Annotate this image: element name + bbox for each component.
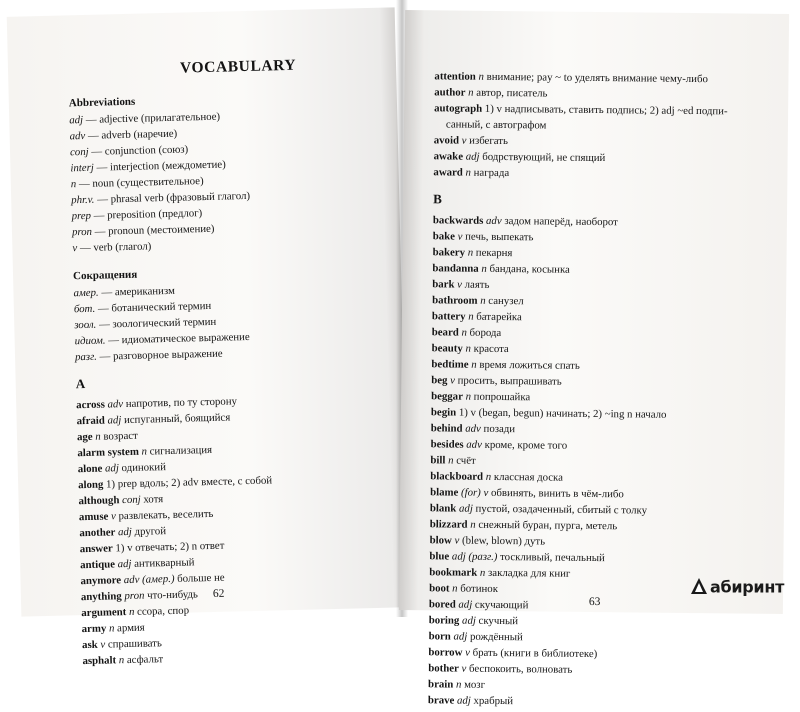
entry-part-of-speech: v xyxy=(457,278,463,291)
entry-definition: асфальт xyxy=(126,653,164,667)
abbreviation-term: adv xyxy=(69,129,86,143)
entry-part-of-speech: adj xyxy=(458,598,473,611)
right-column xyxy=(428,68,728,711)
abbreviation-meaning: — conjunction (союз) xyxy=(88,143,189,158)
entry-headword: bookmark xyxy=(429,566,478,579)
entry-definition: возраст xyxy=(103,429,138,443)
entry-part-of-speech: n xyxy=(481,262,487,275)
abbreviation-meaning: — зоологический термин xyxy=(96,315,217,331)
entry-definition: развлекать, веселить xyxy=(118,507,214,523)
abbreviation-meaning: — preposition (предлог) xyxy=(90,207,203,222)
entry-definition: (blew, blown) дуть xyxy=(461,534,546,548)
entry-headword: attention xyxy=(434,70,476,83)
page-number-left: 62 xyxy=(212,587,225,600)
entry-part-of-speech: adj xyxy=(453,630,468,643)
entry-headword: another xyxy=(79,526,116,540)
entry-definition: тоскливый, печальный xyxy=(500,551,605,565)
entry-part-of-speech: n xyxy=(467,246,474,259)
abbreviation-term: амер. xyxy=(73,286,99,300)
entry-part-of-speech: adj xyxy=(465,150,480,163)
entry-part-of-speech: adv xyxy=(107,398,124,411)
entry-headword: awake xyxy=(433,150,464,163)
abbreviation-meaning: — noun (существительное) xyxy=(76,175,204,191)
entry-definition: бандана, косынка xyxy=(489,262,570,276)
entry-headword: brain xyxy=(428,678,454,691)
dictionary-entry xyxy=(428,692,722,711)
abbreviations-heading: Abbreviations xyxy=(68,95,136,110)
entry-part-of-speech: v xyxy=(465,646,470,659)
entry-part-of-speech: n xyxy=(465,166,472,179)
entry-headword: author xyxy=(434,86,466,99)
entry-headword: antique xyxy=(80,558,116,572)
abbreviation-meaning: — идиоматическое выражение xyxy=(105,330,250,347)
entry-part-of-speech: n xyxy=(478,70,485,83)
entry-headword: asphalt xyxy=(82,654,117,668)
entry-headword: autograph xyxy=(434,102,483,115)
abbreviation-term: идиом. xyxy=(74,334,106,348)
entry-headword: alarm system xyxy=(77,445,140,460)
entry-headword: blow xyxy=(429,534,452,547)
entry-definition: лаять xyxy=(464,278,490,291)
entry-part-of-speech: adv xyxy=(485,214,502,228)
entry-part-of-speech: adj xyxy=(107,414,122,427)
entry-definition: санузел xyxy=(488,294,524,308)
entry-part-of-speech: v xyxy=(461,134,467,147)
entry-part-of-speech: n xyxy=(95,430,101,443)
left-page xyxy=(7,7,410,668)
abbreviation-term: v xyxy=(72,242,78,255)
entry-part-of-speech: adv xyxy=(466,438,482,451)
entry-headword: bill xyxy=(430,454,446,467)
entry-definition: ботинок xyxy=(460,582,499,596)
entry-definition: батарейка xyxy=(476,310,522,324)
entry-part-of-speech: adj xyxy=(104,462,120,475)
entry-part-of-speech: adj xyxy=(117,557,132,571)
abbreviation-meaning: — verb (глагол) xyxy=(77,240,152,255)
entry-part-of-speech: adv xyxy=(465,422,481,435)
entry-definition: автор, писатель xyxy=(476,86,548,100)
entry-headword: brave xyxy=(427,694,455,707)
entry-definition: кроме, кроме того xyxy=(484,438,568,452)
entry-headword: bother xyxy=(428,662,459,675)
entry-part-of-speech: n xyxy=(448,454,454,467)
entry-headword: blank xyxy=(429,502,457,515)
entry-part-of-speech: n xyxy=(468,86,474,99)
entry-part-of-speech: n xyxy=(455,678,462,691)
entry-headword: blackboard xyxy=(430,470,484,483)
entry-headword: boot xyxy=(429,582,450,595)
labirint-logo-icon xyxy=(690,577,708,599)
entry-headword: along xyxy=(78,478,104,492)
entry-definition: счёт xyxy=(456,454,476,467)
abbreviation-meaning: — adjective (прилагательное) xyxy=(82,110,221,126)
entry-headword: award xyxy=(433,166,463,179)
abbreviation-meaning: — interjection (междометие) xyxy=(93,158,226,174)
entry-definition: награда xyxy=(473,166,510,180)
entry-headword: amuse xyxy=(78,510,109,524)
page-title: VOCABULARY xyxy=(179,56,297,77)
dictionary-entry xyxy=(433,164,727,183)
entry-definition: храбрый xyxy=(473,694,514,708)
entry-definition: одинокий xyxy=(121,461,167,475)
entry-definition: спрашивать xyxy=(107,637,163,651)
entry-headword: answer xyxy=(79,542,113,556)
abbreviation-term: pron xyxy=(71,225,93,239)
labirint-text: абиринт xyxy=(710,577,785,597)
entry-definition: время ложиться спать xyxy=(479,358,580,372)
entry-definition: что-нибудь xyxy=(146,588,199,602)
entry-definition: антикварный xyxy=(134,556,195,570)
entry-part-of-speech: n xyxy=(480,294,486,307)
entry-part-of-speech: v xyxy=(454,534,460,547)
entry-headword: alone xyxy=(77,462,103,476)
entry-definition: задом наперёд, наоборот xyxy=(504,215,619,229)
entry-definition: пустой, озадаченный, сбитый с толку xyxy=(475,502,648,517)
entry-headword: across xyxy=(76,398,105,412)
entries-a-right xyxy=(433,68,728,183)
entry-definition: пекарня xyxy=(475,246,513,260)
entry-headword: beg xyxy=(431,374,448,387)
abbreviation-meaning: — adverb (наречие) xyxy=(85,127,178,142)
entry-definition: напротив, по ту сторону xyxy=(125,395,238,411)
entry-part-of-speech: adv (амер.) xyxy=(123,572,175,587)
entry-definition: позади xyxy=(483,422,516,436)
right-page xyxy=(399,10,789,708)
abbreviation-meaning: — phrasal verb (фразовый глагол) xyxy=(94,189,251,206)
entry-headword: bedtime xyxy=(431,358,469,371)
entry-headword: beggar xyxy=(431,390,463,403)
entry-definition: попрошайка xyxy=(473,390,531,404)
entry-headword: battery xyxy=(431,310,466,323)
entry-headword: blizzard xyxy=(429,518,468,531)
abbreviation-term: adj xyxy=(69,113,84,127)
entry-definition: больше не xyxy=(177,571,225,585)
abbreviation-term: phr.v. xyxy=(71,193,95,207)
left-column xyxy=(68,52,311,669)
entry-part-of-speech: conj xyxy=(121,493,141,507)
abbreviations-list xyxy=(69,107,301,257)
entry-definition: испуганный, боящийся xyxy=(123,411,231,427)
abbreviation-meaning: — pronoun (местоимение) xyxy=(91,222,215,238)
entry-part-of-speech: n xyxy=(465,390,472,403)
entry-definition: бодрствующий, не спящий xyxy=(482,150,606,165)
entry-headword: bakery xyxy=(432,246,466,259)
entry-part-of-speech: v xyxy=(461,662,467,675)
entry-part-of-speech: adj xyxy=(117,525,132,539)
abbreviation-meaning: — американизм xyxy=(98,284,175,299)
entry-headword: blame xyxy=(430,486,459,499)
entry-part-of-speech: adj (разг.) xyxy=(451,550,498,564)
entry-definition: борода xyxy=(469,326,502,340)
entry-part-of-speech: v xyxy=(457,230,463,243)
abbreviation-term: conj xyxy=(69,145,89,159)
entry-definition: скучный xyxy=(478,614,519,628)
entry-definition: печь, выпекать xyxy=(465,230,534,244)
entry-part-of-speech: n xyxy=(128,605,135,619)
entry-definition: беспокоить, волновать xyxy=(468,662,573,676)
entry-part-of-speech: v xyxy=(110,510,117,523)
labirint-watermark xyxy=(690,577,784,599)
entry-definition: брать (книги в библиотеке) xyxy=(472,646,598,661)
entry-headword: anything xyxy=(80,590,122,604)
entry-headword: borrow xyxy=(428,646,463,659)
entries-a-left xyxy=(76,392,311,669)
entry-part-of-speech: pron xyxy=(124,589,145,603)
entry-part-of-speech: n xyxy=(485,470,492,483)
entry-headword: bake xyxy=(432,230,456,243)
entry-definition: мозг xyxy=(464,678,486,691)
abbreviation-term: prep xyxy=(71,209,92,223)
entry-definition: просить, выпрашивать xyxy=(457,374,562,388)
entry-headword: bark xyxy=(432,278,455,291)
entry-part-of-speech: (for) v xyxy=(460,486,489,499)
entry-headword: although xyxy=(78,494,120,508)
entry-definition: рождённый xyxy=(469,630,523,644)
entry-definition: 1) v (began, begun) начинать; 2) ~ing n начало xyxy=(458,406,667,421)
entry-headword: besides xyxy=(430,438,464,451)
entry-definition: другой xyxy=(134,525,167,538)
abbreviation-term: зоол. xyxy=(74,318,97,332)
entry-headword: begin xyxy=(430,406,457,419)
entry-headword: afraid xyxy=(76,414,105,428)
entry-definition: хотя xyxy=(143,493,164,506)
entry-part-of-speech: n xyxy=(118,654,125,667)
section-letter-a: A xyxy=(75,376,86,392)
entry-headword: blue xyxy=(429,550,450,563)
entry-definition: снежный буран, пурга, метель xyxy=(478,518,618,533)
entry-definition: армия xyxy=(116,621,145,635)
entry-definition: сигнализация xyxy=(149,443,213,458)
entry-headword: bathroom xyxy=(432,294,478,307)
entry-definition: 1) prep вдоль; 2) adv вместе, с собой xyxy=(105,474,273,491)
entry-headword: argument xyxy=(81,606,127,620)
entry-part-of-speech: adj xyxy=(462,614,476,627)
entry-definition: внимание; pay ~ to уделять внимание чему-либо xyxy=(486,70,708,86)
entry-part-of-speech: adj xyxy=(456,694,471,707)
entry-headword: age xyxy=(76,430,93,444)
page-number-right: 63 xyxy=(588,595,601,609)
entry-part-of-speech: n xyxy=(108,622,115,635)
entry-definition: закладка для книг xyxy=(488,566,571,580)
sokr-heading: Сокращения xyxy=(72,268,138,283)
entry-part-of-speech: adj xyxy=(458,502,473,515)
abbreviation-meaning: — разговорное выражение xyxy=(96,347,223,363)
entry-headword: beauty xyxy=(431,342,463,355)
entry-headword: ask xyxy=(81,638,98,652)
entry-definition: избегать xyxy=(469,134,509,148)
entry-definition: скучающий xyxy=(474,598,529,612)
entry-headword: backwards xyxy=(432,214,484,227)
abbreviation-term: разг. xyxy=(74,350,97,364)
entry-definition: классная доска xyxy=(493,470,564,484)
entry-part-of-speech: n xyxy=(470,518,476,531)
entry-definition: санный, с автографом xyxy=(445,118,547,132)
entry-definition: красота xyxy=(473,342,509,356)
abbreviation-term: бот. xyxy=(73,302,96,316)
entry-headword: army xyxy=(81,622,107,636)
entry-definition: 1) v отвечать; 2) n ответ xyxy=(115,539,225,555)
section-letter-b: B xyxy=(433,191,442,207)
abbreviation-meaning: — ботанический термин xyxy=(95,299,212,315)
entry-part-of-speech: v xyxy=(450,374,456,387)
entry-part-of-speech: n xyxy=(452,582,458,595)
entry-part-of-speech: n xyxy=(141,445,148,458)
entry-part-of-speech: n xyxy=(461,326,467,339)
entry-definition: обвинять, винить в чём-либо xyxy=(490,486,624,501)
entry-part-of-speech: n xyxy=(479,566,486,579)
entry-headword: bandanna xyxy=(432,262,479,275)
entry-definition: 1) v надписывать, ставить подпись; 2) adj ~ed подпи- xyxy=(484,102,728,118)
entry-headword: avoid xyxy=(433,134,460,147)
entry-headword: beard xyxy=(431,326,459,339)
entry-headword: anymore xyxy=(80,574,122,588)
entry-headword: bored xyxy=(428,598,456,611)
abbreviation-term: n xyxy=(70,178,77,191)
entry-part-of-speech: n xyxy=(471,358,477,371)
entry-headword: born xyxy=(428,630,451,643)
entry-part-of-speech: v xyxy=(100,638,106,651)
entry-headword: behind xyxy=(430,422,463,435)
sokr-list xyxy=(73,280,303,366)
entry-definition: ссора, спор xyxy=(136,604,190,618)
abbreviation-term: interj xyxy=(70,161,94,175)
entry-part-of-speech: n xyxy=(468,310,474,323)
entry-headword: boring xyxy=(428,614,460,627)
entries-b xyxy=(428,212,727,711)
entry-part-of-speech: n xyxy=(465,342,471,355)
